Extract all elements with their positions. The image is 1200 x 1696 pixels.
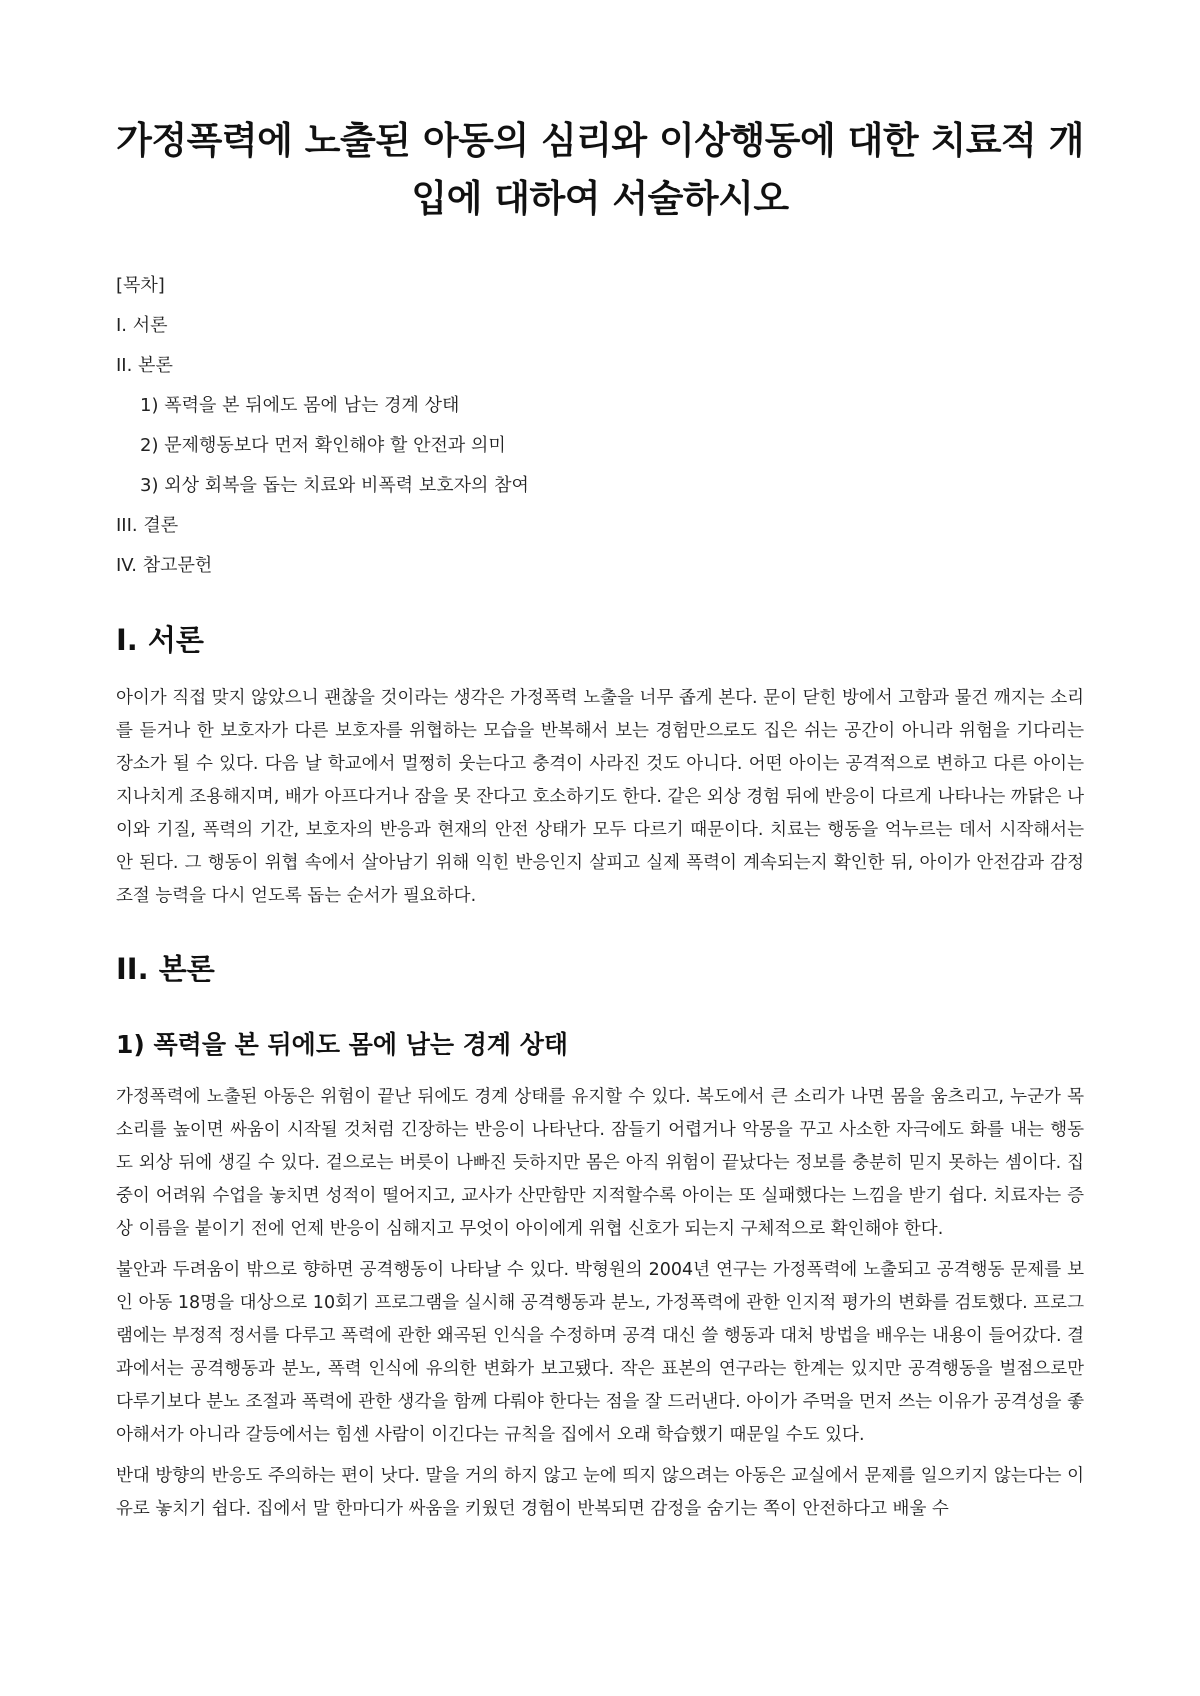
- intro-section: [116, 620, 1084, 913]
- toc-item-references: IV. 참고문헌: [116, 555, 213, 576]
- body-paragraph: 가정폭력에 노출된 아동은 위험이 끝난 뒤에도 경계 상태를 유지할 수 있다. 복도에서 큰 소리가 나면 몸을 움츠리고, 누군가 목소리를 높이면 싸움이 시작될 것처럼 긴장하는 반응이 나타난다. 잠들기 어렵거나 악몽을 꾸고 사소한 자극에도 화를 내는 행동도 외상 뒤에 생길 수 있다. 겉으로는 버릇이 나빠진 듯하지만 몸은 아직 위험이 끝났다는 정보를 충분히 믿지 못하는 셈이다. 집중이 어려워 수업을 놓치면 성적이 떨어지고, 교사가 산만함만 지적할수록 아이는 또 실패했다는 느낌을 받기 쉽다. 치료자는 증상 이름을 붙이기 전에 언제 반응이 심해지고 무엇이 아이에게 위협 신호가 되는지 구체적으로 확인해야 한다.: [116, 1087, 1084, 1239]
- toc-item-intro: I. 서론: [116, 315, 168, 336]
- toc-item-body-2: 2) 문제행동보다 먼저 확인해야 할 안전과 의미: [140, 435, 506, 456]
- toc-heading: [목차]: [116, 275, 165, 296]
- body-paragraph: 반대 방향의 반응도 주의하는 편이 낫다. 말을 거의 하지 않고 눈에 띄지 않으려는 아동은 교실에서 문제를 일으키지 않는다는 이유로 놓치기 쉽다. 집에서 말 한마디가 싸움을 키웠던 경험이 반복되면 감정을 숨기는 쪽이 안전하다고 배울 수: [116, 1466, 1084, 1519]
- table-of-contents: [116, 306, 1084, 586]
- toc-item-conclusion: III. 결론: [116, 515, 179, 536]
- toc-item-body-1: 1) 폭력을 본 뒤에도 몸에 남는 경계 상태: [140, 395, 460, 416]
- body-section: [116, 949, 1084, 1526]
- body-paragraph: 불안과 두려움이 밖으로 향하면 공격행동이 나타날 수 있다. 박형원의 2004년 연구는 가정폭력에 노출되고 공격행동 문제를 보인 아동 18명을 대상으로 10회기 프로그램을 실시해 공격행동과 분노, 가정폭력에 관한 인지적 평가의 변화를 검토했다. 프로그램에는 부정적 정서를 다루고 폭력에 관한 왜곡된 인식을 수정하며 공격 대신 쓸 행동과 대처 방법을 배우는 내용이 들어갔다. 결과에서는 공격행동과 분노, 폭력 인식에 유의한 변화가 보고됐다. 작은 표본의 연구라는 한계는 있지만 공격행동을 벌점으로만 다루기보다 분노 조절과 폭력에 관한 생각을 함께 다뤄야 한다는 점을 잘 드러낸다. 아이가 주먹을 먼저 쓰는 이유가 공격성을 좋아해서가 아니라 갈등에서는 힘센 사람이 이긴다는 규칙을 집에서 오래 학습했기 때문일 수도 있다.: [116, 1260, 1084, 1445]
- document-title: 가정폭력에 노출된 아동의 심리와 이상행동에 대한 치료적 개입에 대하여 서술하시오: [116, 119, 1084, 220]
- subsection-heading: 1) 폭력을 본 뒤에도 몸에 남는 경계 상태: [116, 1030, 568, 1059]
- intro-paragraph: 아이가 직접 맞지 않았으니 괜찮을 것이라는 생각은 가정폭력 노출을 너무 좁게 본다. 문이 닫힌 방에서 고함과 물건 깨지는 소리를 듣거나 한 보호자가 다른 보호자를 위협하는 모습을 반복해서 보는 경험만으로도 집은 쉬는 공간이 아니라 위험을 기다리는 장소가 될 수 있다. 다음 날 학교에서 멀쩡히 웃는다고 충격이 사라진 것도 아니다. 어떤 아이는 공격적으로 변하고 다른 아이는 지나치게 조용해지며, 배가 아프다거나 잠을 못 잔다고 호소하기도 한다. 같은 외상 경험 뒤에 반응이 다르게 나타나는 까닭은 나이와 기질, 폭력의 기간, 보호자의 반응과 현재의 안전 상태가 모두 다르기 때문이다. 치료는 행동을 억누르는 데서 시작해서는 안 된다. 그 행동이 위협 속에서 살아남기 위해 익힌 반응인지 살피고 실제 폭력이 계속되는지 확인한 뒤, 아이가 안전감과 감정 조절 능력을 다시 얻도록 돕는 순서가 필요하다.: [116, 688, 1084, 906]
- toc-item-body: II. 본론: [116, 355, 173, 376]
- subsection-hypervigilance: [116, 1027, 1084, 1526]
- toc-item-body-3: 3) 외상 회복을 돕는 치료와 비폭력 보호자의 참여: [140, 475, 529, 496]
- intro-heading: I. 서론: [116, 623, 204, 657]
- body-heading: II. 본론: [116, 952, 215, 986]
